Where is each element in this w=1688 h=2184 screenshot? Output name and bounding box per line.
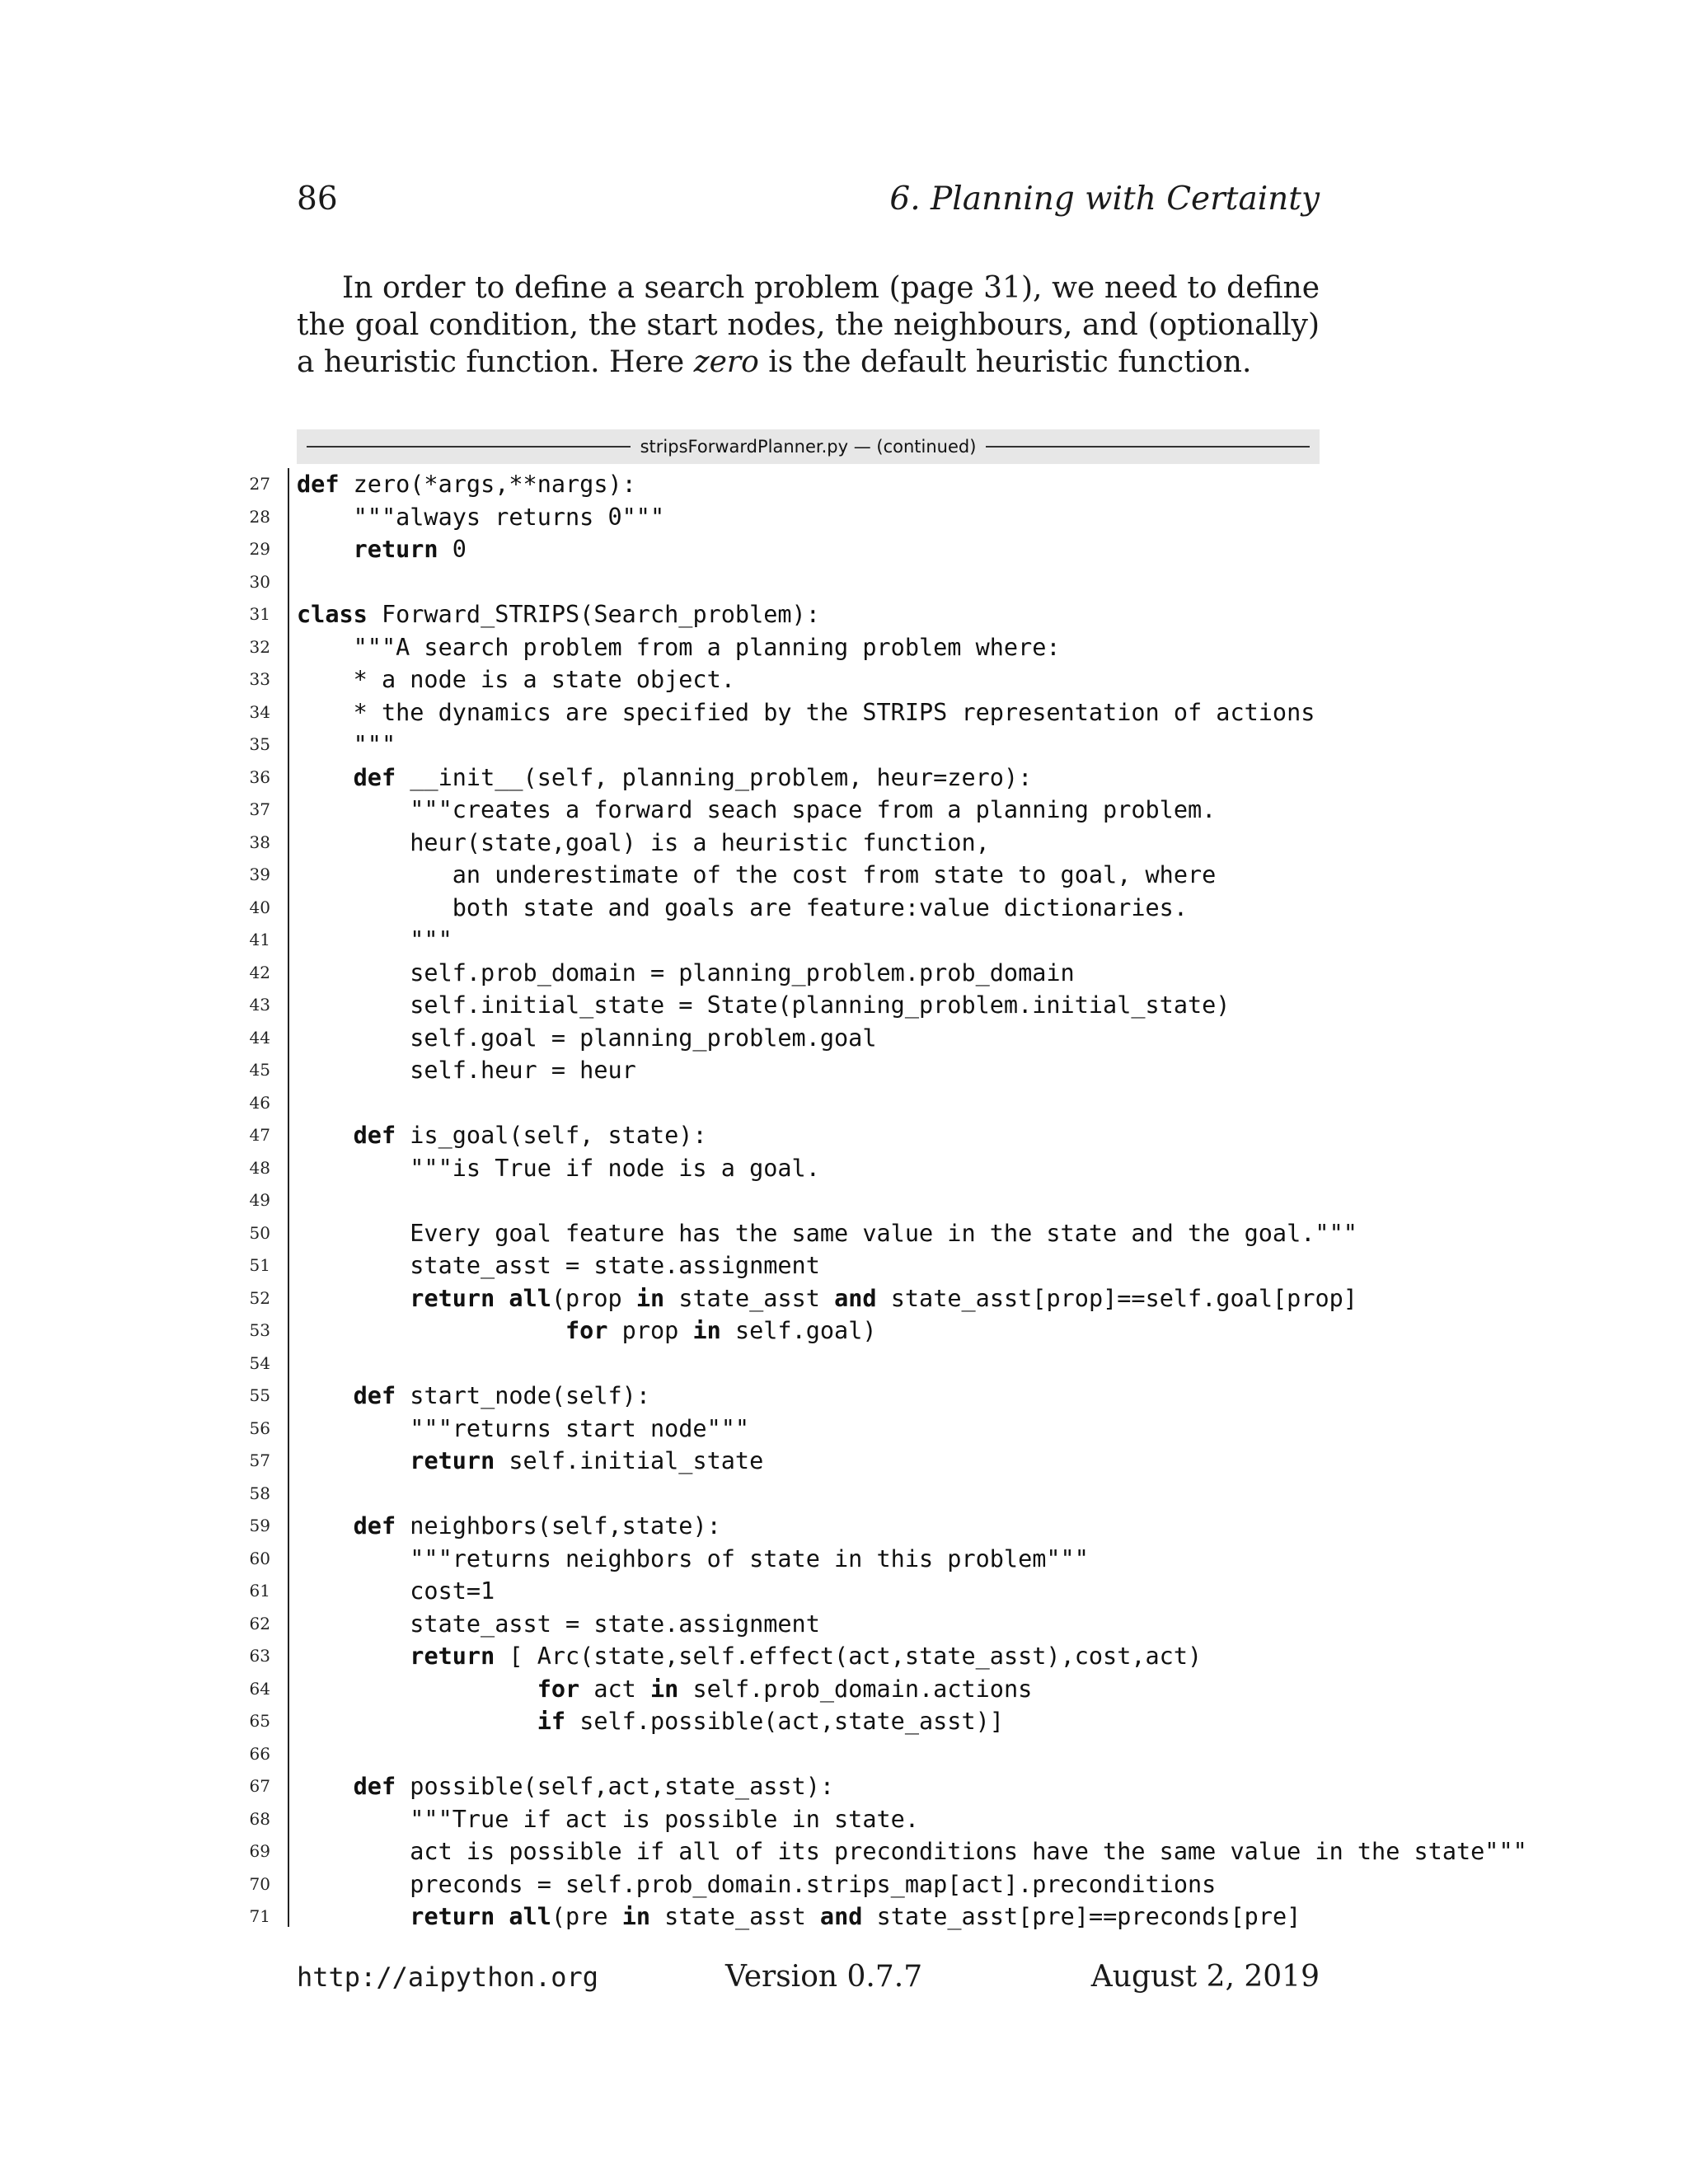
- code-text: return self.initial_state: [410, 1447, 764, 1474]
- code-text: def neighbors(self,state):: [353, 1512, 721, 1540]
- code-text: if self.possible(act,state_asst)]: [537, 1708, 1004, 1735]
- code-text: act is possible if all of its preconditions have the same value in the state""": [297, 1838, 1527, 1865]
- line-number: 27: [249, 474, 270, 494]
- code-file-label: stripsForwardPlanner.py — (continued): [640, 437, 977, 457]
- line-number: 54: [249, 1352, 270, 1373]
- code-text: def possible(self,act,state_asst):: [353, 1773, 835, 1800]
- code-text: * the dynamics are specified by the STRIPS representation of actions: [297, 698, 1315, 726]
- code-text: """: [297, 731, 396, 758]
- code-margin-rule: [288, 468, 289, 1927]
- intro-text: In order to define a search problem (page 31), we need to define the goal condition, the start nodes, the neighbours, and (optionally) a heuristic function. Here: [297, 271, 1320, 379]
- line-number: 65: [249, 1711, 270, 1731]
- code-text: """always returns 0""": [297, 503, 665, 531]
- code-text: Every goal feature has the same value in the state and the goal.""": [297, 1219, 1357, 1247]
- line-number: 71: [249, 1906, 270, 1926]
- code-text: def start_node(self):: [353, 1382, 650, 1409]
- code-text: return all(pre in state_asst and state_asst[pre]==preconds[pre]: [410, 1903, 1301, 1930]
- line-number: 28: [249, 506, 270, 527]
- line-number: 45: [249, 1060, 270, 1080]
- code-text: def __init__(self, planning_problem, heur=zero):: [353, 763, 1033, 791]
- line-number: 62: [249, 1613, 270, 1633]
- code-text: self.goal = planning_problem.goal: [297, 1024, 877, 1052]
- line-number: 33: [249, 669, 270, 689]
- page-footer: [297, 1957, 1320, 1998]
- line-number: 32: [249, 636, 270, 657]
- line-number: 67: [249, 1776, 270, 1796]
- line-number: 41: [249, 930, 270, 949]
- code-text: return [ Arc(state,self.effect(act,state_asst),cost,act): [410, 1643, 1203, 1670]
- intro-text-end: is the default heuristic function.: [758, 345, 1252, 379]
- line-number: 36: [249, 766, 270, 787]
- code-text: self.prob_domain = planning_problem.prob_domain: [297, 958, 1075, 987]
- line-number: 44: [249, 1027, 270, 1047]
- code-text: cost=1: [297, 1577, 495, 1605]
- code-text: """: [297, 926, 452, 954]
- code-text: for prop in self.goal): [565, 1317, 877, 1344]
- line-number: 53: [249, 1320, 270, 1340]
- code-text: return all(prop in state_asst and state_asst[prop]==self.goal[prop]: [410, 1284, 1357, 1312]
- header-rule-right: [986, 446, 1310, 448]
- line-number: 49: [249, 1190, 270, 1210]
- code-text: self.heur = heur: [297, 1057, 636, 1084]
- line-number: 40: [249, 897, 270, 917]
- line-number: 38: [249, 832, 270, 852]
- line-number: 48: [249, 1157, 270, 1178]
- line-number: 47: [249, 1125, 270, 1145]
- line-number: 55: [249, 1385, 270, 1405]
- code-text: state_asst = state.assignment: [297, 1252, 820, 1279]
- line-number: 56: [249, 1418, 270, 1438]
- line-number: 39: [249, 865, 270, 884]
- code-text: class Forward_STRIPS(Search_problem):: [297, 601, 820, 628]
- code-text: def zero(*args,**nargs):: [297, 471, 636, 498]
- footer-url: http://aipython.org: [297, 1961, 599, 1993]
- footer-date: August 2, 2019: [1090, 1960, 1320, 1994]
- line-number: 50: [249, 1222, 270, 1243]
- code-text: """creates a forward seach space from a planning problem.: [297, 796, 1217, 823]
- line-number: 60: [249, 1548, 270, 1568]
- line-number: 59: [249, 1516, 270, 1535]
- line-number: 57: [249, 1451, 270, 1470]
- line-number: 52: [249, 1287, 270, 1308]
- code-text: self.initial_state = State(planning_problem.initial_state): [297, 991, 1231, 1019]
- line-number: 68: [249, 1808, 270, 1829]
- line-number: 61: [249, 1581, 270, 1601]
- code-text: preconds = self.prob_domain.strips_map[act].preconditions: [297, 1870, 1217, 1898]
- line-number: 63: [249, 1646, 270, 1666]
- code-text: """returns start node""": [297, 1414, 750, 1442]
- code-text: state_asst = state.assignment: [297, 1610, 820, 1638]
- line-number: 64: [249, 1678, 270, 1699]
- line-number: 30: [249, 571, 270, 592]
- intro-emphasis: zero: [693, 345, 759, 379]
- line-number: 51: [249, 1255, 270, 1275]
- footer-version: Version 0.7.7: [725, 1960, 923, 1994]
- line-number: 34: [249, 701, 270, 722]
- code-text: """A search problem from a planning problem where:: [297, 633, 1061, 661]
- line-number: 70: [249, 1873, 270, 1894]
- line-number: 29: [249, 539, 270, 559]
- code-text: * a node is a state object.: [297, 666, 735, 693]
- code-text: """True if act is possible in state.: [297, 1805, 919, 1833]
- line-number: 66: [249, 1743, 270, 1764]
- code-text: """returns neighbors of state in this problem""": [297, 1544, 1089, 1572]
- code-text: an underestimate of the cost from state to goal, where: [297, 861, 1217, 888]
- code-listing-header: [297, 429, 1320, 464]
- intro-paragraph: [297, 269, 1320, 381]
- line-number: 43: [249, 995, 270, 1015]
- code-text: def is_goal(self, state):: [353, 1122, 707, 1149]
- code-text: return 0: [353, 536, 467, 563]
- line-number: 42: [249, 962, 270, 982]
- code-text: for act in self.prob_domain.actions: [537, 1675, 1033, 1703]
- code-text: both state and goals are feature:value dictionaries.: [297, 893, 1188, 921]
- page-number: 86: [297, 180, 338, 218]
- line-number: 37: [249, 799, 270, 819]
- code-text: heur(state,goal) is a heuristic function,: [297, 828, 990, 856]
- line-number: 58: [249, 1483, 270, 1503]
- line-number: 46: [249, 1092, 270, 1113]
- line-number: 69: [249, 1841, 270, 1861]
- header-rule-left: [307, 446, 631, 448]
- line-number: 31: [249, 604, 270, 624]
- chapter-title: 6. Planning with Certainty: [889, 180, 1320, 218]
- code-text: """is True if node is a goal.: [297, 1154, 820, 1182]
- line-number: 35: [249, 734, 270, 754]
